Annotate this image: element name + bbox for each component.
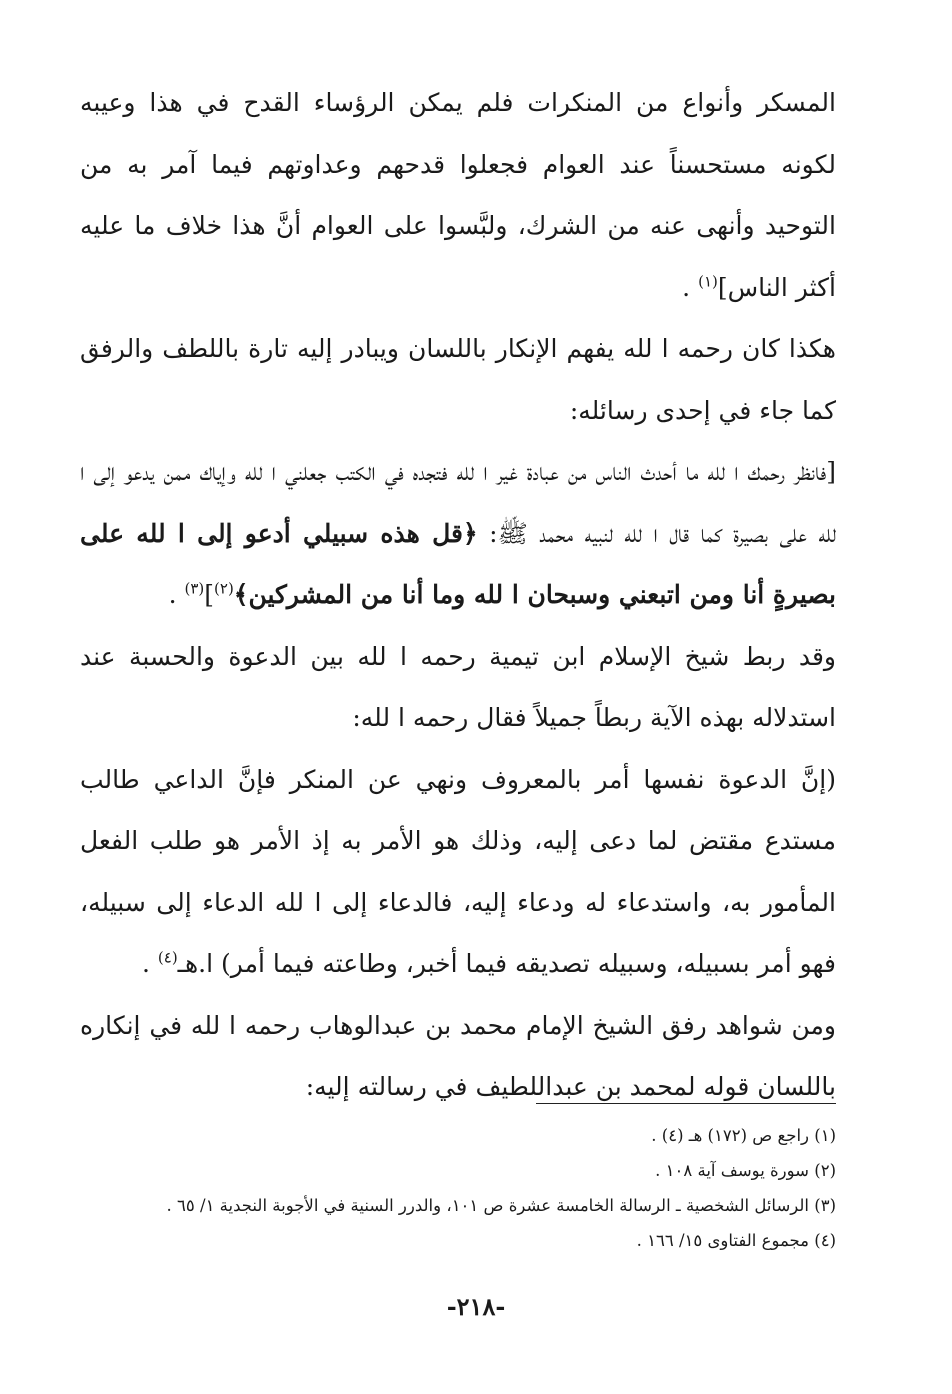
paragraph-3-text: [فانظر رحمك ا لله ما أحدث الناس من عبادة غير ا لله فتجده في الكتب جعلني ا لله وإياك ممن يدعو إلى ا لله على بصيرة كما قال ا لله لنبيه محمد ﷺ: [80,457,836,548]
page-number: -٢١٨- [446,1292,506,1321]
footnotes [80,1118,836,1258]
paragraph-5 [80,749,836,995]
footnote-ref-3[interactable]: (٣) [184,579,205,598]
bracket-close: ] [204,580,215,609]
footnote-divider [536,1103,836,1104]
paragraph-4: وقد ربط شيخ الإسلام ابن تيمية رحمه ا لله بين الدعوة والحسبة عند استدلاله بهذه الآية ربطاً جميلاً فقال رحمه ا لله: [80,641,836,732]
paragraph-1-end: . [682,272,699,302]
paragraph-6: ومن شواهد رفق الشيخ الإمام محمد بن عبدالوهاب رحمه ا لله في إنكاره باللسان قوله لمحمد بن عبداللطيف في رسالته إليه: [80,1010,836,1101]
footnote-3: (٣) الرسائل الشخصية ـ الرسالة الخامسة عشرة ص ١٠١، والدرر السنية في الأجوبة النجدية ١/ ٦٥ . [166,1196,836,1215]
footnote-ref-4[interactable]: (٤) [157,948,178,967]
footnote-ref-1[interactable]: (١) [698,272,718,291]
paragraph-1-text: المسكر وأنواع من المنكرات فلم يمكن الرؤساء القدح في هذا وعيبه لكونه مستحسناً عند العوام فجعلوا قدحهم وعداوتهم فيما آمر به من التوحيد وأنهى عنه من الشرك، ولبَّسوا على العوام أنَّ هذا خلاف ما عليه أكثر الناس] [80,88,836,302]
main-text [80,72,836,1118]
paragraph-3-end: . [168,580,185,609]
quran-verse: ﴿قل هذه سبيلي أدعو إلى ا لله على بصيرةٍ أنا ومن اتبعني وسبحان ا لله وما أنا من المشركين﴾ [80,518,836,609]
paragraph-3 [80,441,836,626]
footnote-1: (١) راجع ص (١٧٢) هـ (٤) . [651,1126,836,1145]
footnote-ref-2[interactable]: (٢) [214,579,234,598]
paragraph-5-text: (إنَّ الدعوة نفسها أمر بالمعروف ونهي عن المنكر فإنَّ الداعي طالب مستدع مقتض لما دعى إليه، وذلك هو الأمر به إذ الأمر هو طلب الفعل المأمور به، واستدعاء له ودعاء إليه، فالدعاء إلى ا لله الدعاء إلى سبيله، فهو أمر بسبيله، وسبيله تصديقه فيما أخبر، وطاعته فيما أمر) ا.هـ [80,764,836,978]
footnote-2: (٢) سورة يوسف آية ١٠٨ . [655,1161,836,1180]
paragraph-2: هكذا كان رحمه ا لله يفهم الإنكار باللسان ويبادر إليه تارة باللطف والرفق كما جاء في إحدى رسائله: [80,334,836,425]
paragraph-5-end: . [141,949,158,978]
paragraph-1 [80,72,836,318]
footnote-4: (٤) مجموع الفتاوى ١٥/ ١٦٦ . [636,1231,836,1250]
